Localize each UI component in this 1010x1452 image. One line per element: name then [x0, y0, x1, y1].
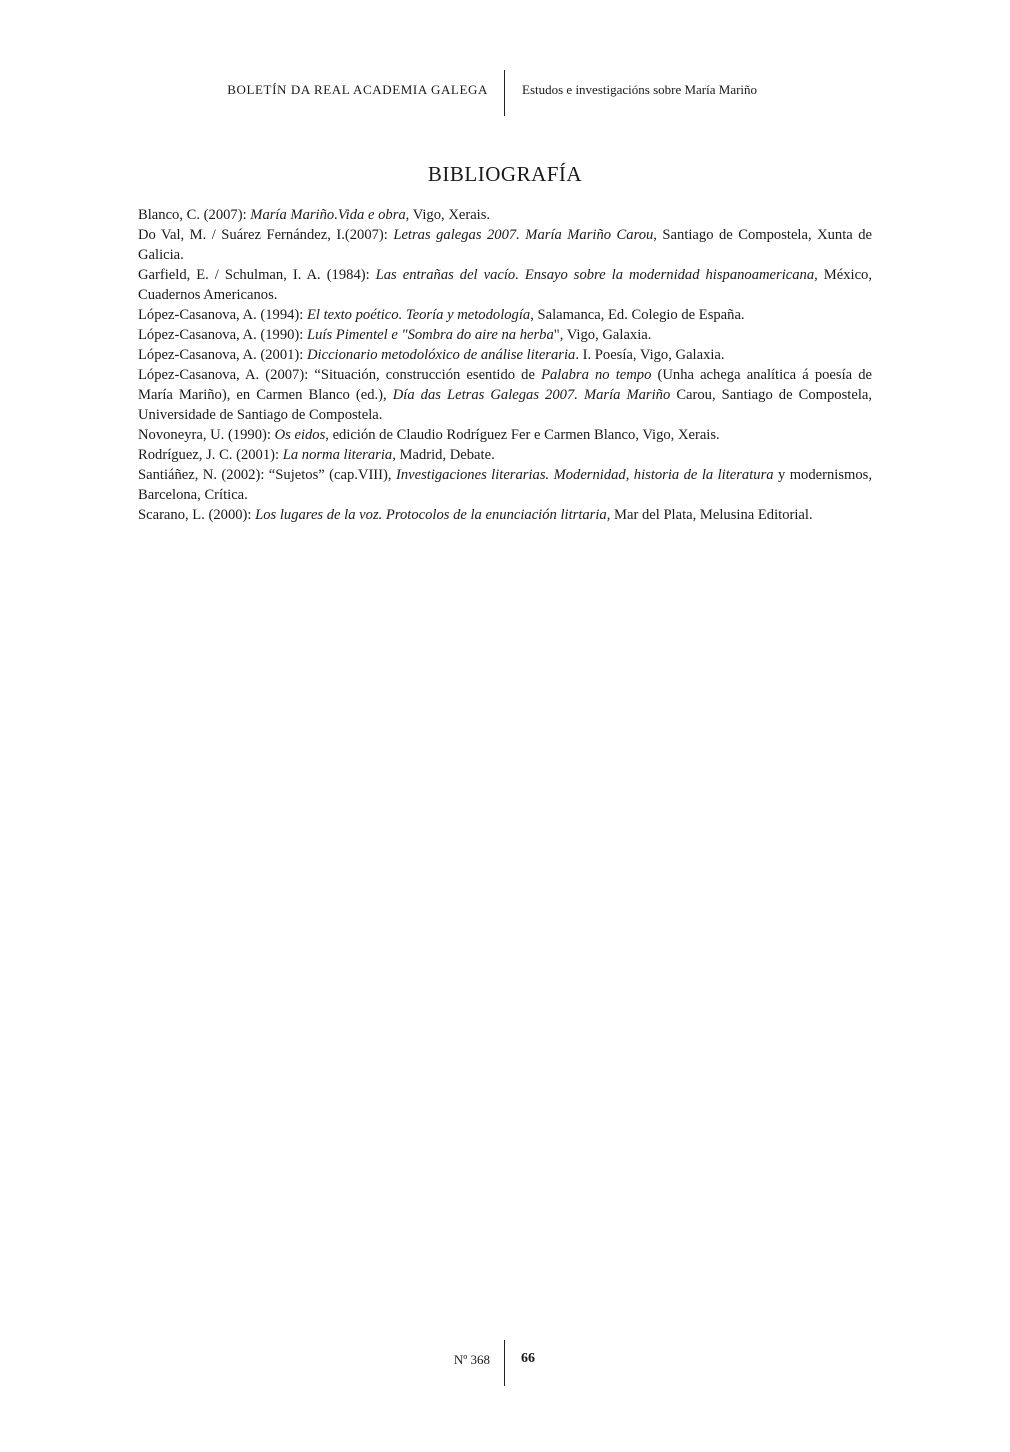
bibliography-entry: Rodríguez, J. C. (2001): La norma literaria, Madrid, Debate. [138, 447, 495, 463]
page-number: 66 [521, 1351, 535, 1366]
bibliography-entry: Garfield, E. / Schulman, I. A. (1984): Las entrañas del vacío. Ensayo sobre la modernidad hispanoamericana, México, Cuadernos Americanos. [138, 267, 873, 303]
bibliography-entry: López-Casanova, A. (1990): Luís Pimentel e "Sombra do aire na herba", Vigo, Galaxia. [138, 327, 652, 343]
bibliography-entry: Do Val, M. / Suárez Fernández, I.(2007): Letras galegas 2007. María Mariño Carou, Santiago de Compostela, Xunta de Galicia. [138, 227, 872, 263]
header-divider [504, 70, 505, 116]
page-title: BIBLIOGRAFÍA [427, 162, 583, 186]
bibliography-entry: López-Casanova, A. (2007): “Situación, construcción esentido de Palabra no tempo (Unha achega analítica á poesía de María Mariño), en Carmen Blanco (ed.), Día das Letras Galegas 2007. María Mariño Carou, Santiago de Compostela, Universidade de Santiago de Compostela. [138, 367, 872, 423]
bibliography-entry: López-Casanova, A. (2001): Diccionario metodolóxico de análise literaria. I. Poesía, Vigo, Galaxia. [138, 347, 725, 363]
bibliography-list [138, 205, 872, 525]
running-header [0, 70, 1010, 116]
bibliography-entry: Novoneyra, U. (1990): Os eidos, edición de Claudio Rodríguez Fer e Carmen Blanco, Vigo, Xerais. [138, 427, 720, 443]
issue-number: Nº 368 [453, 1352, 490, 1367]
page-footer [0, 1340, 1010, 1386]
bibliography-entry: Scarano, L. (2000): Los lugares de la voz. Protocolos de la enunciación litrtaria, Mar del Plata, Melusina Editorial. [138, 507, 813, 523]
bibliography-entry: Santiáñez, N. (2002): “Sujetos” (cap.VIII), Investigaciones literarias. Modernidad, historia de la literatura y modernismos, Barcelona, Crítica. [138, 467, 872, 503]
footer-divider [504, 1340, 505, 1386]
bibliography-entry: López-Casanova, A. (1994): El texto poético. Teoría y metodología, Salamanca, Ed. Colegio de España. [138, 307, 745, 323]
journal-title: BOLETÍN DA REAL ACADEMIA GALEGA [227, 82, 488, 97]
bibliography-entry: Blanco, C. (2007): María Mariño.Vida e obra, Vigo, Xerais. [138, 207, 491, 223]
section-title: Estudos e investigacións sobre María Mariño [522, 82, 758, 97]
